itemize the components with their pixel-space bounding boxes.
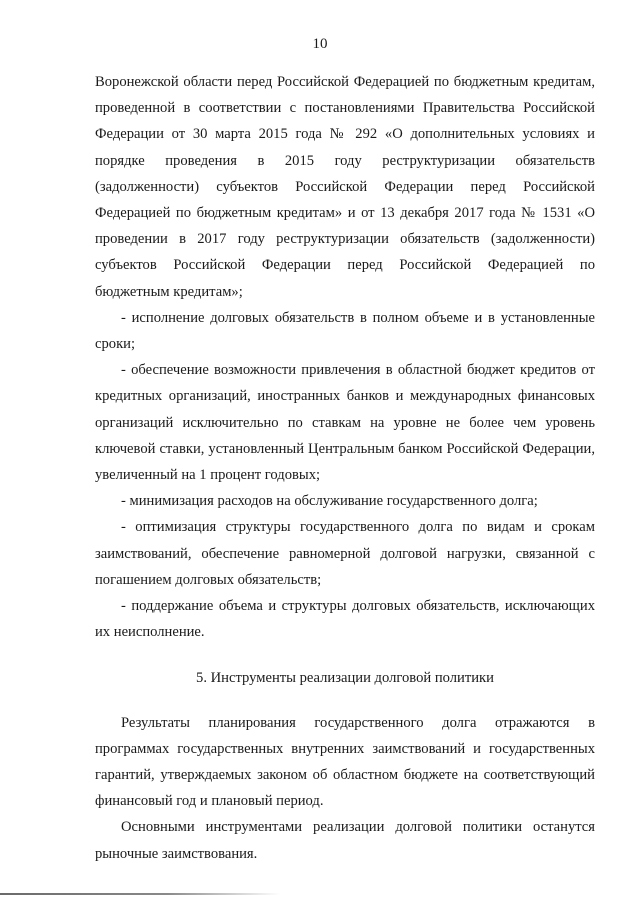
paragraph-restructuring-continuation: Воронежской области перед Российской Федерацией по бюджетным кредитам, проведенной в соответствии с постановлениями Правительства Российской Федерации от 30 марта 2015 года № 292 «О дополнительных условиях и порядке проведения в 2015 году реструктуризации обязательств (задолженности) субъектов Российской Федерации перед Российской Федерацией по бюджетным кредитам» и от 13 декабря 2017 года № 1531 «О проведении в 2017 году реструктуризации обязательств (задолженности) субъектов Российской Федерации перед Российской Федерацией по бюджетным кредитам»; bbox=[95, 74, 595, 300]
paragraph-planning-results: Результаты планирования государственного долга отражаются в программах государственных внутренних заимствований и государственных гарантий, утверждаемых законом об областном бюджете на соответствующий финансовый год и плановый период. bbox=[95, 714, 595, 810]
list-item-structure-optimization: - оптимизация структуры государственного долга по видам и срокам заимствований, обеспечение равномерной долговой нагрузки, связанной с погашением долговых обязательств; bbox=[95, 519, 595, 588]
list-item-volume-maintenance: - поддержание объема и структуры долговых обязательств, исключающих их неисполнение. bbox=[95, 598, 595, 641]
footer-rule bbox=[0, 893, 280, 895]
list-item-credit-attraction: - обеспечение возможности привлечения в областной бюджет кредитов от кредитных организаций, иностранных банков и международных финансовых организаций исключительно по ставкам на уровне не более чем уровень ключевой ставки, установленный Центральным банком Российской Федерации, увеличенный на 1 процент годовых; bbox=[95, 362, 595, 484]
list-item-cost-minimization: - минимизация расходов на обслуживание государственного долга; bbox=[121, 493, 538, 510]
section-heading: 5. Инструменты реализации долговой политики bbox=[196, 670, 494, 687]
page-number: 10 bbox=[312, 36, 328, 52]
paragraph-main-instruments: Основными инструментами реализации долговой политики останутся рыночные заимствования. bbox=[95, 819, 595, 862]
document-body bbox=[95, 69, 595, 867]
list-item-debt-obligations: - исполнение долговых обязательств в полном объеме и в установленные сроки; bbox=[95, 309, 595, 353]
